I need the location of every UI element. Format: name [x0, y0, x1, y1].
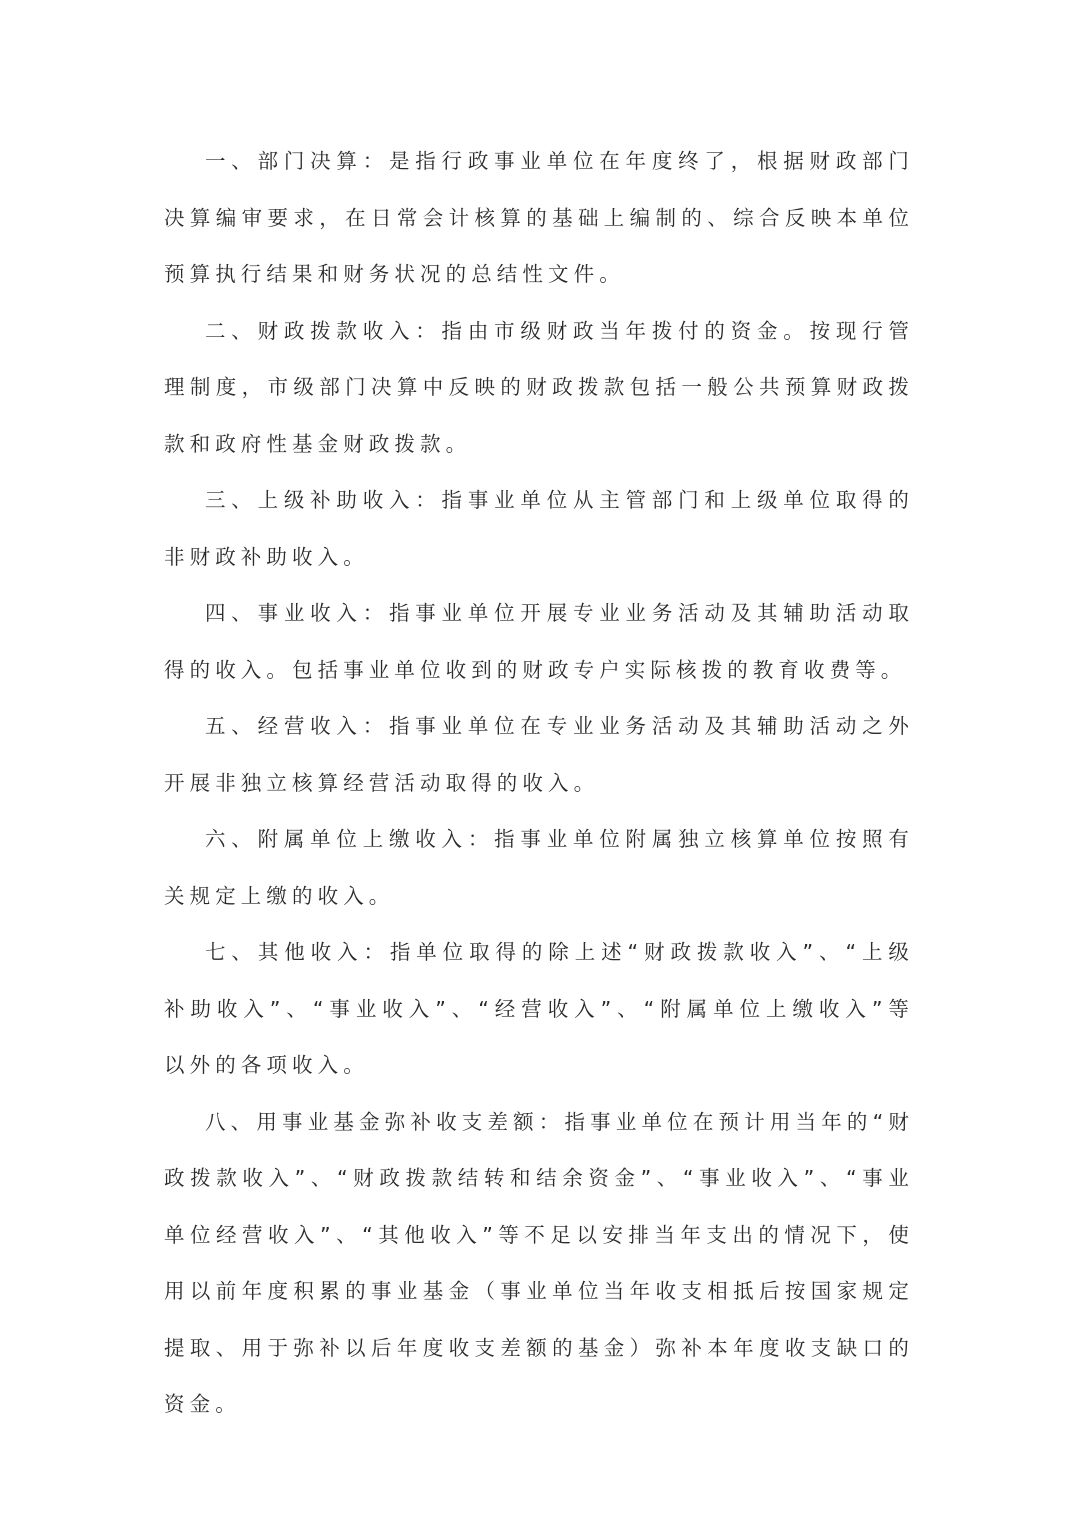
paragraph-business-fund-offset: 八、用事业基金弥补收支差额：指事业单位在预计用当年的“财政拨款收入”、“财政拨款结转和结余资金”、“事业收入”、“事业单位经营收入”、“其他收入”等不足以安排当年支出的情况下，使用以前年度积累的事业基金（事业单位当年收支相抵后按国家规定提取、用于弥补以后年度收支差额的基金）弥补本年度收支缺口的资金。: [164, 1109, 914, 1416]
paragraph-department-final-accounts: 一、部门决算：是指行政事业单位在年度终了，根据财政部门决算编审要求，在日常会计核算的基础上编制的、综合反映本单位预算执行结果和财务状况的总结性文件。: [164, 149, 914, 286]
paragraph-superior-subsidy-income: 三、上级补助收入：指事业单位从主管部门和上级单位取得的非财政补助收入。: [164, 488, 914, 569]
paragraph-affiliated-unit-income: 六、附属单位上缴收入：指事业单位附属独立核算单位按照有关规定上缴的收入。: [164, 827, 914, 908]
document-body: [164, 133, 914, 1433]
paragraph-other-income: 七、其他收入：指单位取得的除上述“财政拨款收入”、“上级补助收入”、“事业收入”、“经营收入”、“附属单位上缴收入”等以外的各项收入。: [164, 940, 914, 1077]
paragraph-operating-income: 五、经营收入：指事业单位在专业业务活动及其辅助活动之外开展非独立核算经营活动取得的收入。: [164, 714, 914, 795]
paragraph-fiscal-appropriation-income: 二、财政拨款收入：指由市级财政当年拨付的资金。按现行管理制度，市级部门决算中反映的财政拨款包括一般公共预算财政拨款和政府性基金财政拨款。: [164, 318, 914, 456]
paragraph-business-income: 四、事业收入：指事业单位开展专业业务活动及其辅助活动取得的收入。包括事业单位收到的财政专户实际核拨的教育收费等。: [164, 601, 914, 682]
